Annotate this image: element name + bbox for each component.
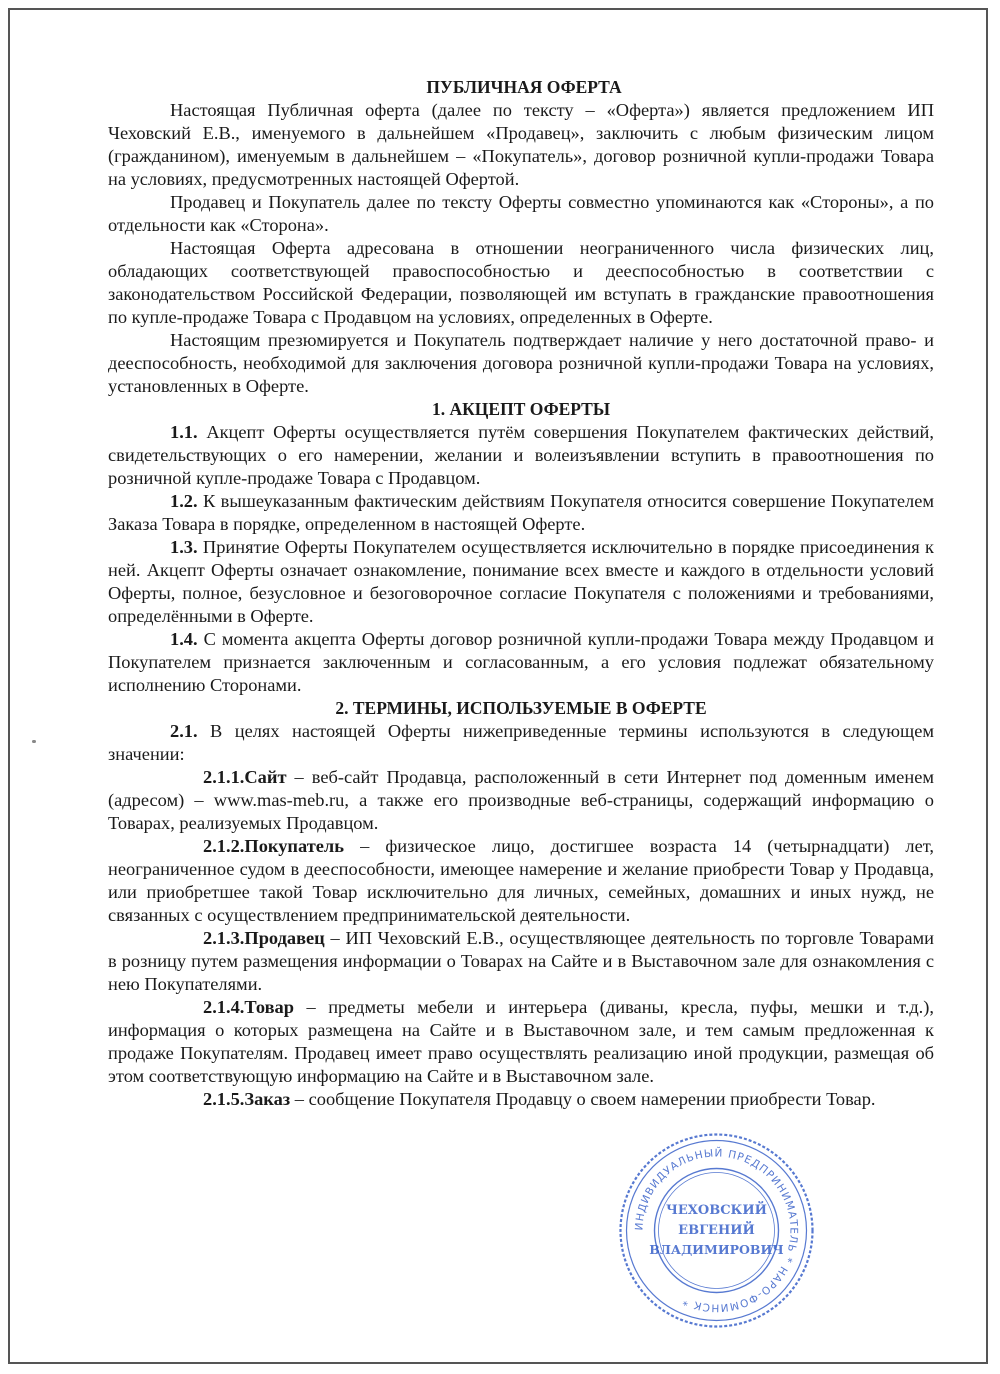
- clause-number: 2.1.3.: [203, 928, 245, 948]
- term-name: Товар: [244, 997, 294, 1017]
- seal-line-1: ЧЕХОВСКИЙ: [666, 1203, 767, 1218]
- clause-1-2: [108, 490, 934, 536]
- clause-text: К вышеуказанным фактическим действиям Покупателя относится совершение Покупателем Заказа Товара в порядке, определенном в настоящей Оферте.: [108, 491, 934, 534]
- clause-number: 1.3.: [170, 537, 198, 557]
- section-1-heading: 1. АКЦЕПТ ОФЕРТЫ: [431, 399, 611, 419]
- scan-speck: [32, 740, 36, 743]
- clause-number: 2.1.: [170, 721, 198, 741]
- term-name: Продавец: [244, 928, 325, 948]
- clause-text: В целях настоящей Оферты нижеприведенные термины используются в следующем значении:: [108, 721, 934, 764]
- clause-number: 2.1.5.: [203, 1089, 245, 1109]
- document-title: ПУБЛИЧНАЯ ОФЕРТА: [426, 77, 622, 97]
- term-name: Сайт: [244, 767, 287, 787]
- term-definition: – ИП Чеховский Е.В., осуществляющее деятельность по торговле Товарами в розницу путем размещения информации о Товарах на Сайте и в Выставочном зале для ознакомления с нею Покупателями.: [108, 928, 934, 994]
- term-name: Покупатель: [244, 836, 344, 856]
- intro-paragraph-1: Настоящая Публичная оферта (далее по тексту – «Оферта») является предложением ИП Чеховский Е.В., именуемого в дальнейшем «Продавец», заключить с любым физическим лицом (гражданином), именуемым в дальнейшем – «Покупатель», договор розничной купли-продажи Товара на условиях, предусмотренных настоящей Офертой.: [108, 100, 934, 189]
- clause-text: С момента акцепта Оферты договор розничной купли-продажи Товара между Продавцом и Покупателем признается заключенным и согласованным, а его условия подлежат обязательному исполнению Сторонами.: [108, 629, 934, 695]
- term-2-1-5: [108, 1088, 934, 1111]
- clause-number: 1.1.: [170, 422, 198, 442]
- clause-number: 2.1.4.: [203, 997, 245, 1017]
- clause-text: Принятие Оферты Покупателем осуществляется исключительно в порядке присоединения к ней. Акцепт Оферты означает ознакомление, понимание всех вместе и каждого в отдельности условий Оферты, полное, безусловное и безоговорочное согласие Покупателя с положениями и требованиями, определёнными в Оферте.: [108, 537, 934, 626]
- seal-line-3: ВЛАДИМИРОВИЧ: [649, 1242, 784, 1257]
- term-definition: – веб-сайт Продавца, расположенный в сети Интернет под доменным именем (адресом) – www.mas-meb.ru, а также его производные веб-страницы, содержащий информацию о Товарах, реализуемых Продавцом.: [108, 767, 934, 833]
- clause-1-4: [108, 628, 934, 697]
- intro-paragraph-2: Продавец и Покупатель далее по тексту Оферты совместно упоминаются как «Стороны», а по отдельности как «Сторона».: [108, 192, 934, 235]
- term-2-1-2: [108, 835, 934, 927]
- intro-paragraph-3: Настоящая Оферта адресована в отношении неограниченного числа физических лиц, обладающих соответствующей правоспособностью и дееспособностью в соответствии с законодательством Российской Федерации, позволяющей им вступать в гражданские правоотношения по купле-продаже Товара с Продавцом на условиях, определенных в Оферте.: [108, 238, 934, 327]
- term-name: Заказ: [244, 1089, 291, 1109]
- intro-paragraph-4: Настоящим презюмируется и Покупатель подтверждает наличие у него достаточной право- и дееспособность, необходимой для заключения договора розничной купли-продажи Товара на условиях, установленных в Оферте.: [108, 330, 934, 396]
- term-2-1-1: [108, 766, 934, 835]
- term-2-1-3: [108, 927, 934, 996]
- document-body: [108, 76, 934, 1111]
- term-2-1-4: [108, 996, 934, 1088]
- term-definition: – предметы мебели и интерьера (диваны, кресла, пуфы, мешки и т.д.), информация о которых размещена на Сайте и в Выставочном зале, и тем самым предложенная к продаже Покупателям. Продавец имеет право осуществлять реализацию иной продукции, размещая об этом соответствующую информацию на Сайте и в Выставочном зале.: [108, 997, 934, 1086]
- clause-number: 2.1.2.: [203, 836, 245, 856]
- section-2-heading: 2. ТЕРМИНЫ, ИСПОЛЬЗУЕМЫЕ В ОФЕРТЕ: [335, 698, 707, 718]
- clause-text: Акцепт Оферты осуществляется путём совершения Покупателем фактических действий, свидетельствующих о его намерении, желании и волеизъявлении вступить в правоотношения по розничной купле-продаже Товара с Продавцом.: [108, 422, 934, 488]
- clause-1-1: [108, 421, 934, 490]
- clause-1-3: [108, 536, 934, 628]
- clause-number: 1.4.: [170, 629, 198, 649]
- seal-line-2: ЕВГЕНИЙ: [678, 1223, 755, 1238]
- term-definition: – сообщение Покупателя Продавцу о своем намерении приобрести Товар.: [290, 1089, 876, 1109]
- clause-number: 1.2.: [170, 491, 198, 511]
- seller-seal-stamp: [614, 1128, 819, 1333]
- seal-ring-text: ИНДИВИДУАЛЬНЫЙ ПРЕДПРИНИМАТЕЛЬ * НАРО-ФОМИНСК *: [633, 1147, 800, 1314]
- term-definition: – физическое лицо, достигшее возраста 14 (четырнадцати) лет, неограниченное судом в дееспособности, имеющее намерение и желание приобрести Товар у Продавца, или приобретшее такой Товар исключительно для личных, семейных, домашних и иных нужд, не связанных с осуществлением предпринимательской деятельности.: [108, 836, 934, 925]
- clause-number: 2.1.1.: [203, 767, 245, 787]
- clause-2-1: [108, 720, 934, 766]
